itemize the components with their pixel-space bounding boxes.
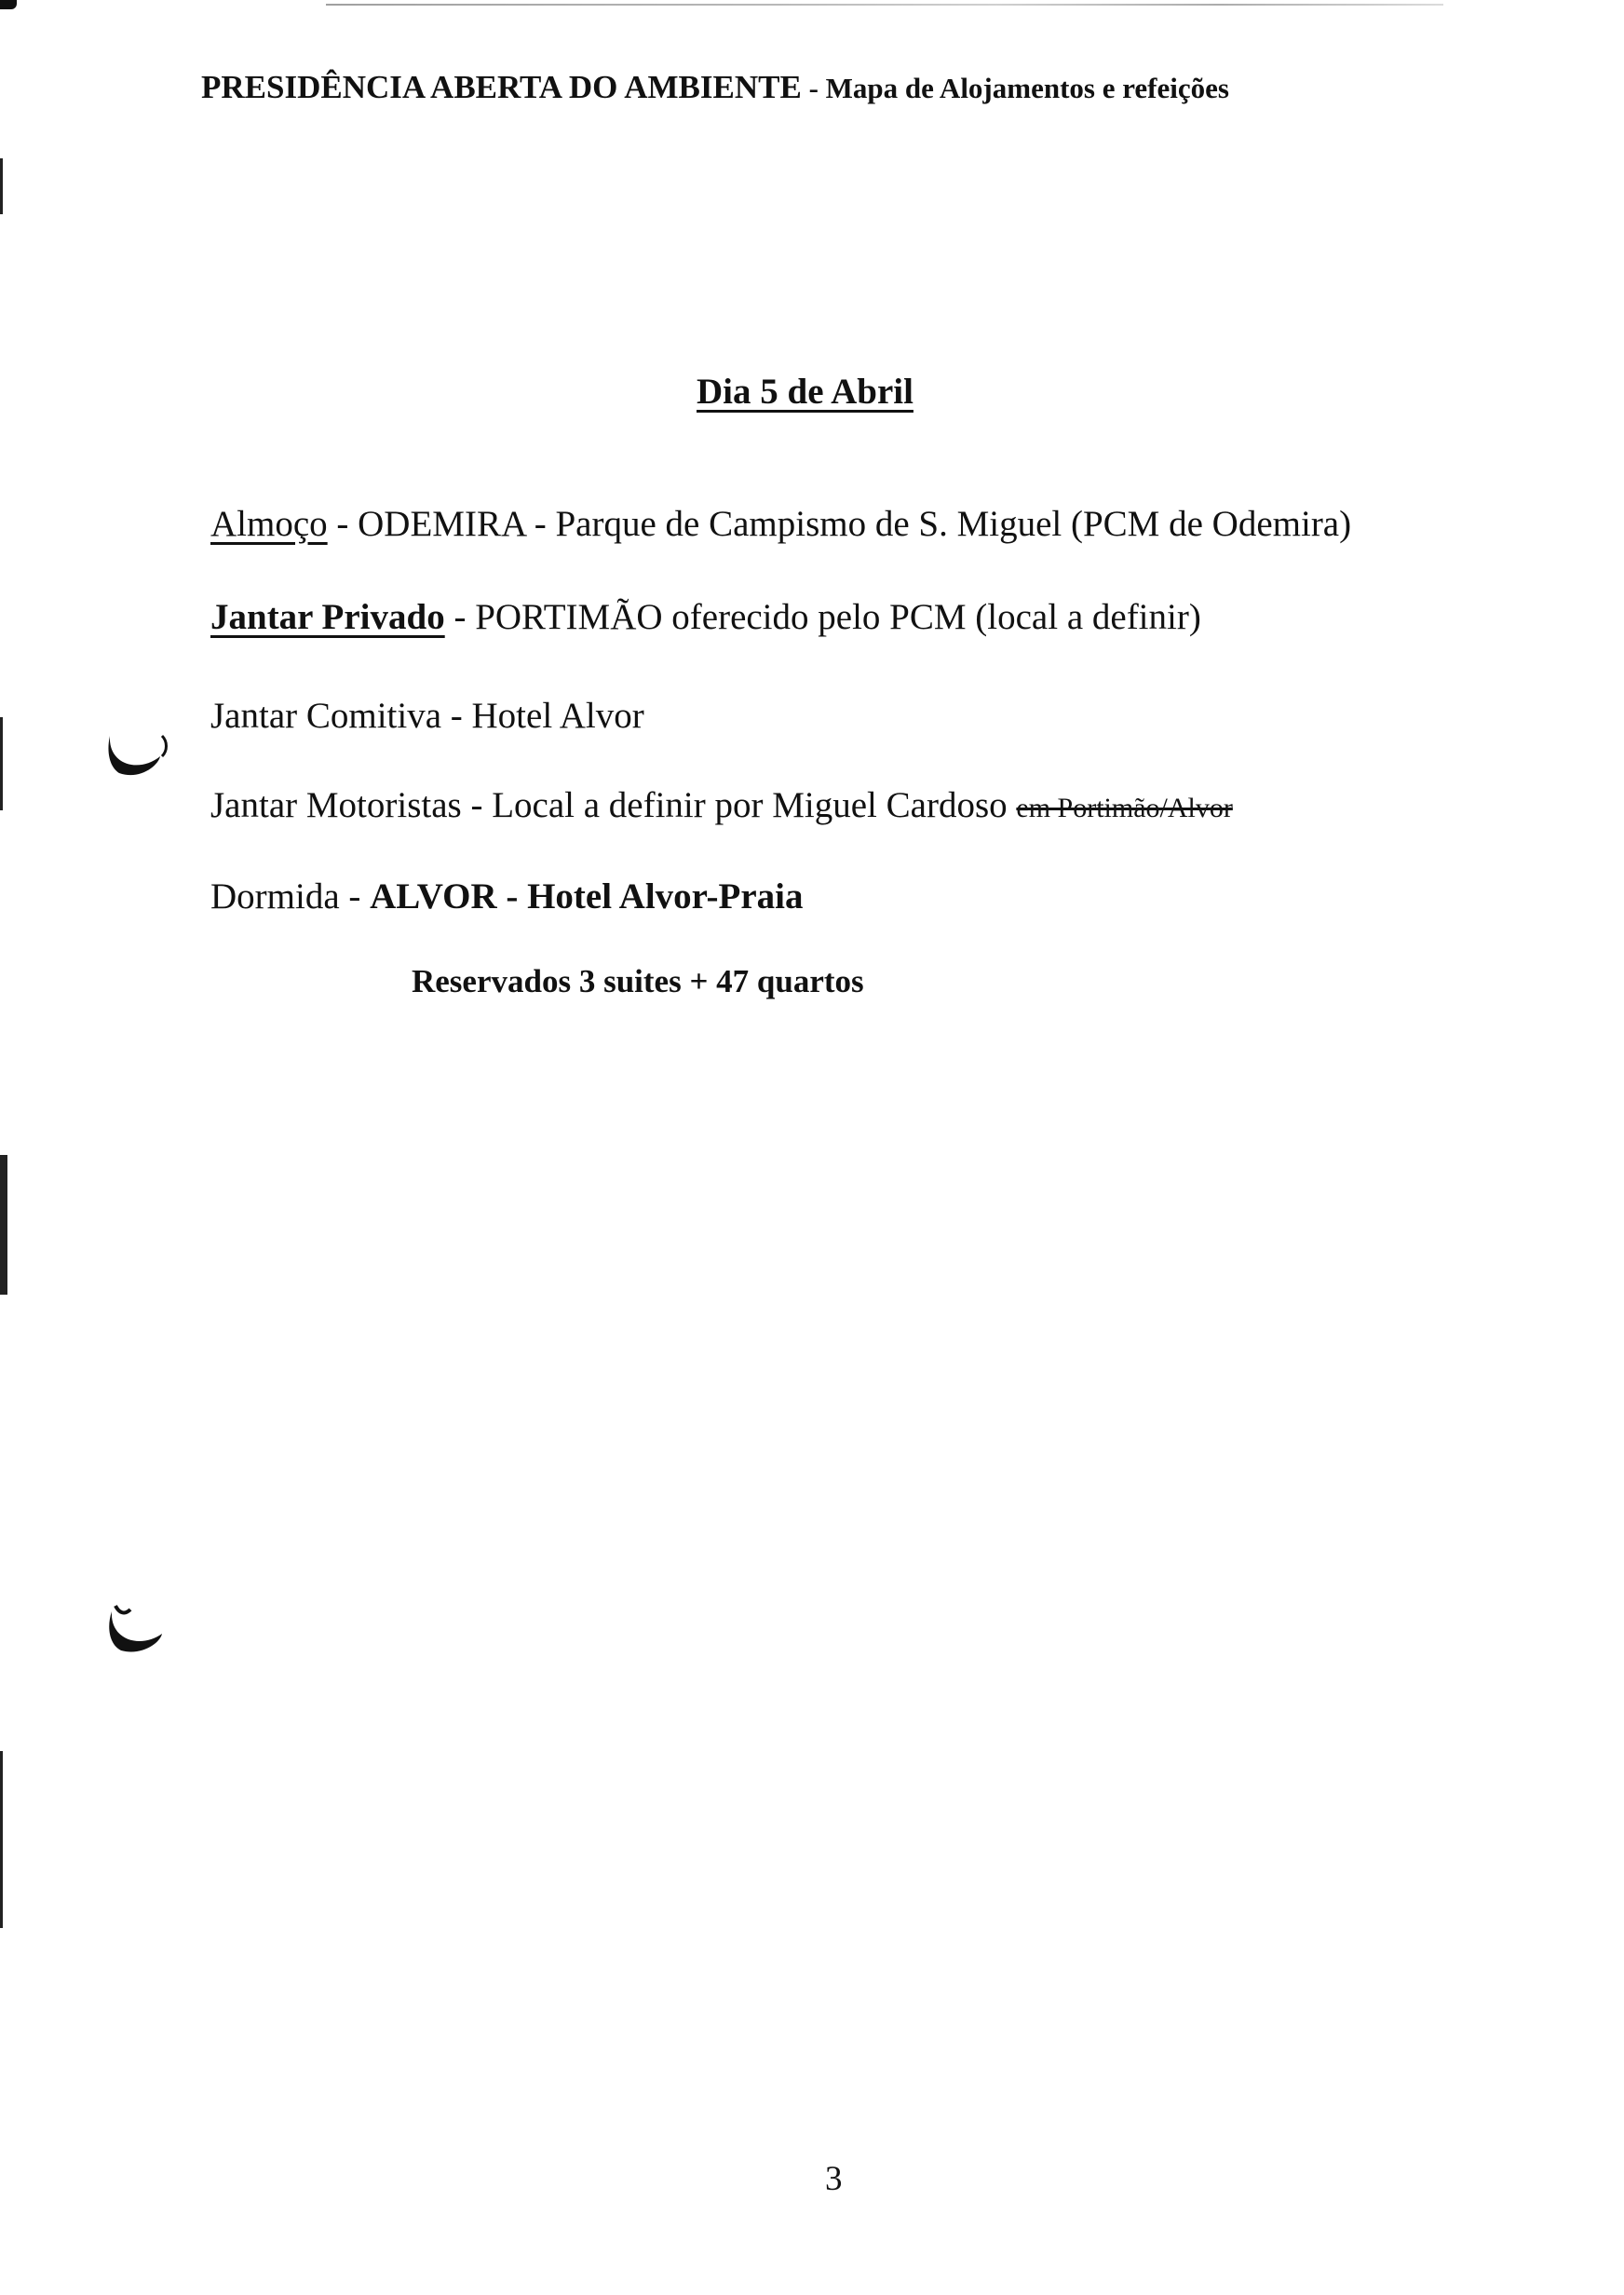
entry-dormida-label: Dormida - <box>210 876 371 917</box>
reservation-note: Reservados 3 suites + 47 quartos <box>412 963 864 999</box>
scan-edge-mark <box>0 717 3 810</box>
entry-jantar-motoristas <box>210 784 1233 826</box>
scan-edge-mark <box>0 1155 7 1295</box>
punch-hole-mark <box>102 728 177 784</box>
entry-almoco-label: Almoço <box>210 504 328 544</box>
header-separator: - <box>801 72 826 104</box>
punch-hole-mark <box>102 1600 177 1660</box>
entry-dormida-text: ALVOR - Hotel Alvor-Praia <box>370 876 804 917</box>
entry-almoco-text: - ODEMIRA - Parque de Campismo de S. Miguel (PCM de Odemira) <box>327 504 1352 544</box>
entry-jantar-privado-text: - PORTIMÃO oferecido pelo PCM (local a definir) <box>444 597 1201 637</box>
struck-text: em Portimão/Alvor <box>1016 793 1233 823</box>
scan-top-line <box>326 4 1443 6</box>
scan-corner-mark <box>0 0 17 9</box>
entry-almoco <box>210 503 1351 545</box>
entry-jantar-comitiva: Jantar Comitiva - Hotel Alvor <box>210 696 644 736</box>
entry-jantar-motoristas-text: Jantar Motoristas - Local a definir por Miguel Cardoso <box>210 785 1017 825</box>
header-title: PRESIDÊNCIA ABERTA DO AMBIENTE <box>201 69 802 105</box>
entry-dormida <box>210 876 803 917</box>
day-title: Dia 5 de Abril <box>697 372 914 412</box>
page-number: 3 <box>825 2160 843 2198</box>
entry-jantar-privado-label: Jantar Privado <box>210 597 445 637</box>
entry-jantar-privado <box>210 596 1201 638</box>
scan-edge-mark <box>0 1751 3 1928</box>
header-subtitle: Mapa de Alojamentos e refeições <box>825 72 1229 104</box>
document-header <box>201 69 1229 106</box>
scan-edge-mark <box>0 158 3 214</box>
